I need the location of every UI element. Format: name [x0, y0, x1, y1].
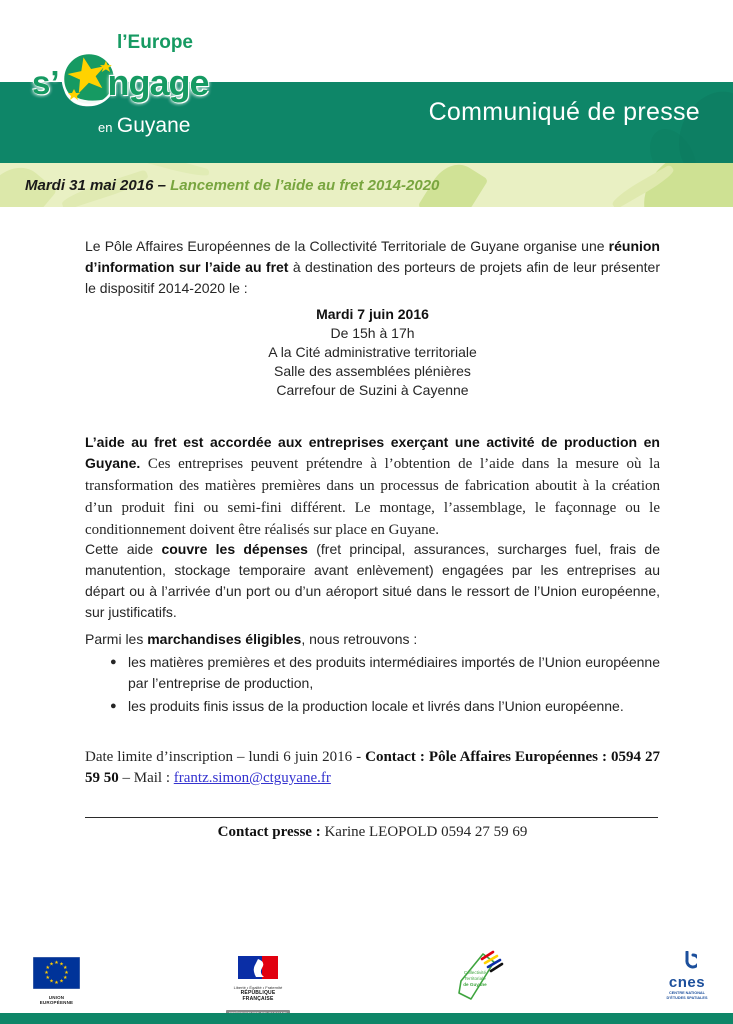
logo-guyane: Guyane — [116, 114, 191, 137]
svg-text:★: ★ — [64, 970, 69, 976]
ctg-label-2: Territoriale — [464, 976, 486, 981]
eu-flag-icon — [33, 957, 80, 989]
goods-text: Parmi les — [85, 631, 148, 647]
list-item-text: les produits finis issus de la production locale et livrés dans l’Union européenne. — [128, 698, 624, 714]
svg-text:★: ★ — [54, 980, 59, 986]
paragraph-contact — [85, 747, 660, 789]
footer-green-bar — [0, 1013, 733, 1024]
logo-line-europe: l’Europe — [116, 32, 193, 53]
eu-flag-logo — [33, 957, 80, 1005]
contact-bold: Contact : Pôle Affaires Européennes : 0594 27 59 50 — [85, 749, 660, 786]
rf-name: RÉPUBLIQUE FRANÇAISE — [240, 990, 276, 1002]
document-title: Communiqué de presse — [428, 98, 700, 126]
svg-text:★: ★ — [62, 965, 68, 971]
logo-line-engage — [32, 49, 209, 116]
intro-text: à destination des porteurs de projets afin de leur présenter le dispositif 2014-2020 le : — [85, 259, 661, 296]
cnes-caption — [661, 991, 713, 1000]
email-link[interactable]: frantz.simon@ctguyane.fr — [173, 770, 331, 786]
republique-francaise-logo — [226, 956, 290, 1020]
bullet-icon: ● — [110, 656, 117, 668]
paragraph-goods — [85, 629, 660, 719]
coverage-text: Cette aide — [85, 541, 162, 557]
cnes-wordmark: cnes — [668, 974, 706, 991]
event-details-block — [85, 305, 660, 400]
list-item-text: les matières premières et des produits intermédiaires importés de l’Union européenne par l’entreprise de production, — [128, 654, 660, 691]
intro-text: Le Pôle Affaires Européennes de la Collectivité Territoriale de Guyane organise une — [85, 238, 609, 254]
intro-bold: réunion d’information sur l’aide au fret — [85, 238, 660, 275]
svg-text:★: ★ — [59, 961, 64, 968]
paragraph-coverage — [85, 539, 660, 623]
ctg-label-1: Collectivité — [463, 970, 487, 975]
bullet-icon: ● — [110, 700, 117, 712]
contact-text: – Mail : — [118, 770, 174, 786]
europe-sengage-logo — [30, 32, 209, 142]
svg-text:★: ★ — [45, 975, 51, 981]
svg-text:★: ★ — [59, 978, 64, 985]
event-date: Mardi 7 juin 2016 — [316, 306, 429, 322]
cnes-caption-line1: CENTRE NATIONAL — [669, 991, 705, 995]
logo-ngage: ngage — [107, 61, 209, 103]
event-address: Carrefour de Suzini à Cayenne — [276, 382, 469, 398]
press-contact-text: Karine LEOPOLD 0594 27 59 69 — [320, 824, 528, 840]
goods-heading — [85, 629, 660, 650]
goods-text: , nous retrouvons : — [301, 631, 418, 647]
marianne-icon — [238, 956, 278, 979]
goods-bold: marchandises éligibles — [147, 631, 302, 647]
ctg-map-icon — [449, 947, 505, 1005]
eligibility-text: Ces entreprises peuvent prétendre à l’obtention de l’aide dans la mesure où la transformation des matières premières dans un processus de fabrication aboutit à la création d’un produit fini ou semi-fini différent. Le montage, l’assemblage, le façonnage ou le conditionnement doivent être réalisés sur place en Guyane. — [85, 456, 660, 538]
list-item — [110, 696, 660, 717]
svg-text:★: ★ — [49, 961, 54, 968]
date-title-bar — [0, 163, 733, 207]
collectivite-territoriale-guyane-logo — [449, 947, 505, 1010]
event-time: De 15h à 17h — [330, 325, 415, 341]
headline — [25, 177, 439, 194]
eligibility-bold: L’aide au fret est accordée aux entreprises exerçant une activité de production en Guyane. — [85, 434, 660, 471]
logo-s-prefix: s’ — [32, 63, 60, 101]
paragraph-intro — [85, 236, 660, 299]
svg-text:★: ★ — [62, 975, 68, 981]
contact-text: Date limite d’inscription – lundi 6 juin 2016 - — [85, 749, 366, 765]
coverage-text: (fret principal, assurances, surcharges fuel, frais de manutention, stockage temporaire avant enlèvement) engagées par les entreprises au départ ou à l’arrivée d’un port ou d’un aéroport situé dans le ressort de l’Union européenne, sur justificatifs. — [85, 541, 660, 620]
cnes-caption-line2: D’ÉTUDES SPATIALES — [666, 995, 708, 1000]
goods-list — [85, 652, 660, 717]
rf-motto: Liberté • Égalité • Fraternité — [233, 985, 283, 990]
event-room: Salle des assemblées plénières — [274, 363, 471, 379]
logo-en: en — [98, 120, 113, 135]
coverage-bold: couvre les dépenses — [161, 541, 308, 557]
ctg-label-3: de Guyane — [463, 982, 487, 987]
cnes-logo — [661, 951, 713, 1000]
list-item — [110, 652, 660, 694]
svg-text:★: ★ — [54, 960, 59, 966]
event-venue: A la Cité administrative territoriale — [268, 344, 477, 360]
svg-text:★: ★ — [45, 965, 51, 971]
headline-date: Mardi 31 mai 2016 – — [25, 176, 171, 194]
svg-text:★: ★ — [49, 978, 54, 985]
svg-text:★: ★ — [44, 970, 49, 976]
headline-title: Lancement de l’aide au fret 2014-2020 — [170, 176, 440, 194]
divider-line — [85, 817, 658, 818]
press-contact-bold: Contact presse : — [217, 824, 321, 840]
logo-region — [98, 114, 190, 138]
cnes-sphere-icon — [677, 951, 697, 971]
paragraph-eligibility — [85, 432, 660, 541]
press-contact-line — [85, 822, 660, 843]
eu-flag-caption: UNION EUROPÉENNE — [39, 995, 74, 1005]
